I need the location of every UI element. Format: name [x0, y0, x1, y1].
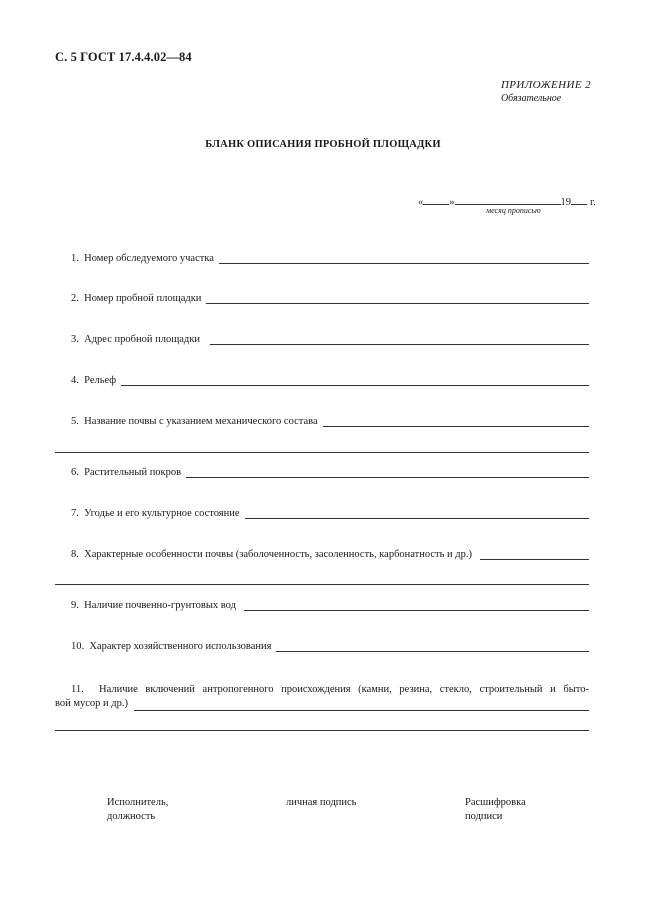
field-2	[71, 293, 589, 304]
appendix-block	[501, 79, 591, 105]
signature-personal	[286, 796, 356, 810]
field-5	[71, 416, 589, 427]
decoding-sub-label: подписи	[465, 811, 503, 822]
field-number: 10.	[71, 641, 85, 652]
signature-executor	[107, 796, 168, 824]
field-label-line2: вой мусор и др.)	[55, 698, 129, 709]
field-number: 4.	[71, 375, 79, 386]
field-number: 9.	[71, 600, 79, 611]
field-label: Характер хозяйственного использования	[89, 641, 272, 652]
field-9	[71, 600, 589, 611]
field-number: 11.	[71, 684, 84, 695]
signature-decoding	[465, 796, 526, 824]
field-10	[71, 641, 589, 652]
field-3-input[interactable]	[210, 335, 589, 345]
field-3	[71, 334, 589, 345]
field-8-input[interactable]	[480, 550, 589, 560]
field-number: 2.	[71, 293, 79, 304]
field-label: Рельеф	[84, 375, 117, 386]
field-4	[71, 375, 589, 386]
field-7-input[interactable]	[245, 509, 589, 519]
date-open-quote: «	[418, 197, 424, 208]
appendix-subtitle: Обязательное	[500, 93, 562, 104]
field-1	[71, 253, 589, 264]
field-11	[55, 683, 589, 711]
field-2-input[interactable]	[206, 294, 589, 304]
field-5-input[interactable]	[323, 417, 589, 427]
page-header-code: С. 5 ГОСТ 17.4.4.02—84	[55, 50, 192, 64]
field-label: Растительный покров	[84, 467, 182, 478]
field-label: Адрес пробной площадки	[84, 334, 200, 345]
field-5-continuation-line[interactable]	[55, 452, 589, 453]
form-title: БЛАНК ОПИСАНИЯ ПРОБНОЙ ПЛОЩАДКИ	[205, 139, 441, 150]
field-label: Наличие почвенно-грунтовых вод	[84, 600, 236, 611]
field-label: Номер пробной площадки	[84, 293, 202, 304]
field-8-continuation-line[interactable]	[55, 584, 589, 585]
field-label: Угодье и его культурное состояние	[84, 508, 240, 519]
field-number: 5.	[71, 416, 79, 427]
field-1-input[interactable]	[219, 254, 589, 264]
appendix-title: ПРИЛОЖЕНИЕ 2	[500, 79, 591, 91]
field-11-continuation-line[interactable]	[55, 730, 589, 731]
field-label-line1: Наличие включений антропогенного происхождения (камни, резина, стекло, строительный и быто-	[99, 684, 590, 695]
date-close-quote: »	[449, 197, 455, 208]
field-6-input[interactable]	[186, 468, 589, 478]
field-number: 1.	[71, 253, 79, 264]
date-caption: месяц прописью	[486, 206, 541, 215]
field-label: Номер обследуемого участка	[84, 253, 214, 264]
personal-signature-label: личная подпись	[286, 797, 357, 808]
field-number: 7.	[71, 508, 79, 519]
field-4-input[interactable]	[121, 376, 589, 386]
field-10-input[interactable]	[276, 642, 589, 652]
field-9-input[interactable]	[244, 601, 589, 611]
day-blank[interactable]	[423, 193, 449, 205]
field-8	[71, 549, 589, 560]
executor-label: Исполнитель,	[107, 797, 169, 808]
field-number: 8.	[71, 549, 79, 560]
position-label: должность	[107, 811, 156, 822]
year-suffix: г.	[590, 197, 596, 208]
field-label: Характерные особенности почвы (заболоченность, засоленность, карбонатность и др.)	[84, 549, 473, 560]
year-blank[interactable]	[571, 193, 587, 205]
field-number: 6.	[71, 467, 79, 478]
year-prefix: 19	[560, 197, 571, 208]
field-6	[71, 467, 589, 478]
field-11-input[interactable]	[134, 701, 589, 711]
field-label: Название почвы с указанием механического состава	[84, 416, 318, 427]
month-blank[interactable]	[455, 193, 561, 205]
field-number: 3.	[71, 334, 79, 345]
decoding-label: Расшифровка	[465, 797, 526, 808]
field-7	[71, 508, 589, 519]
